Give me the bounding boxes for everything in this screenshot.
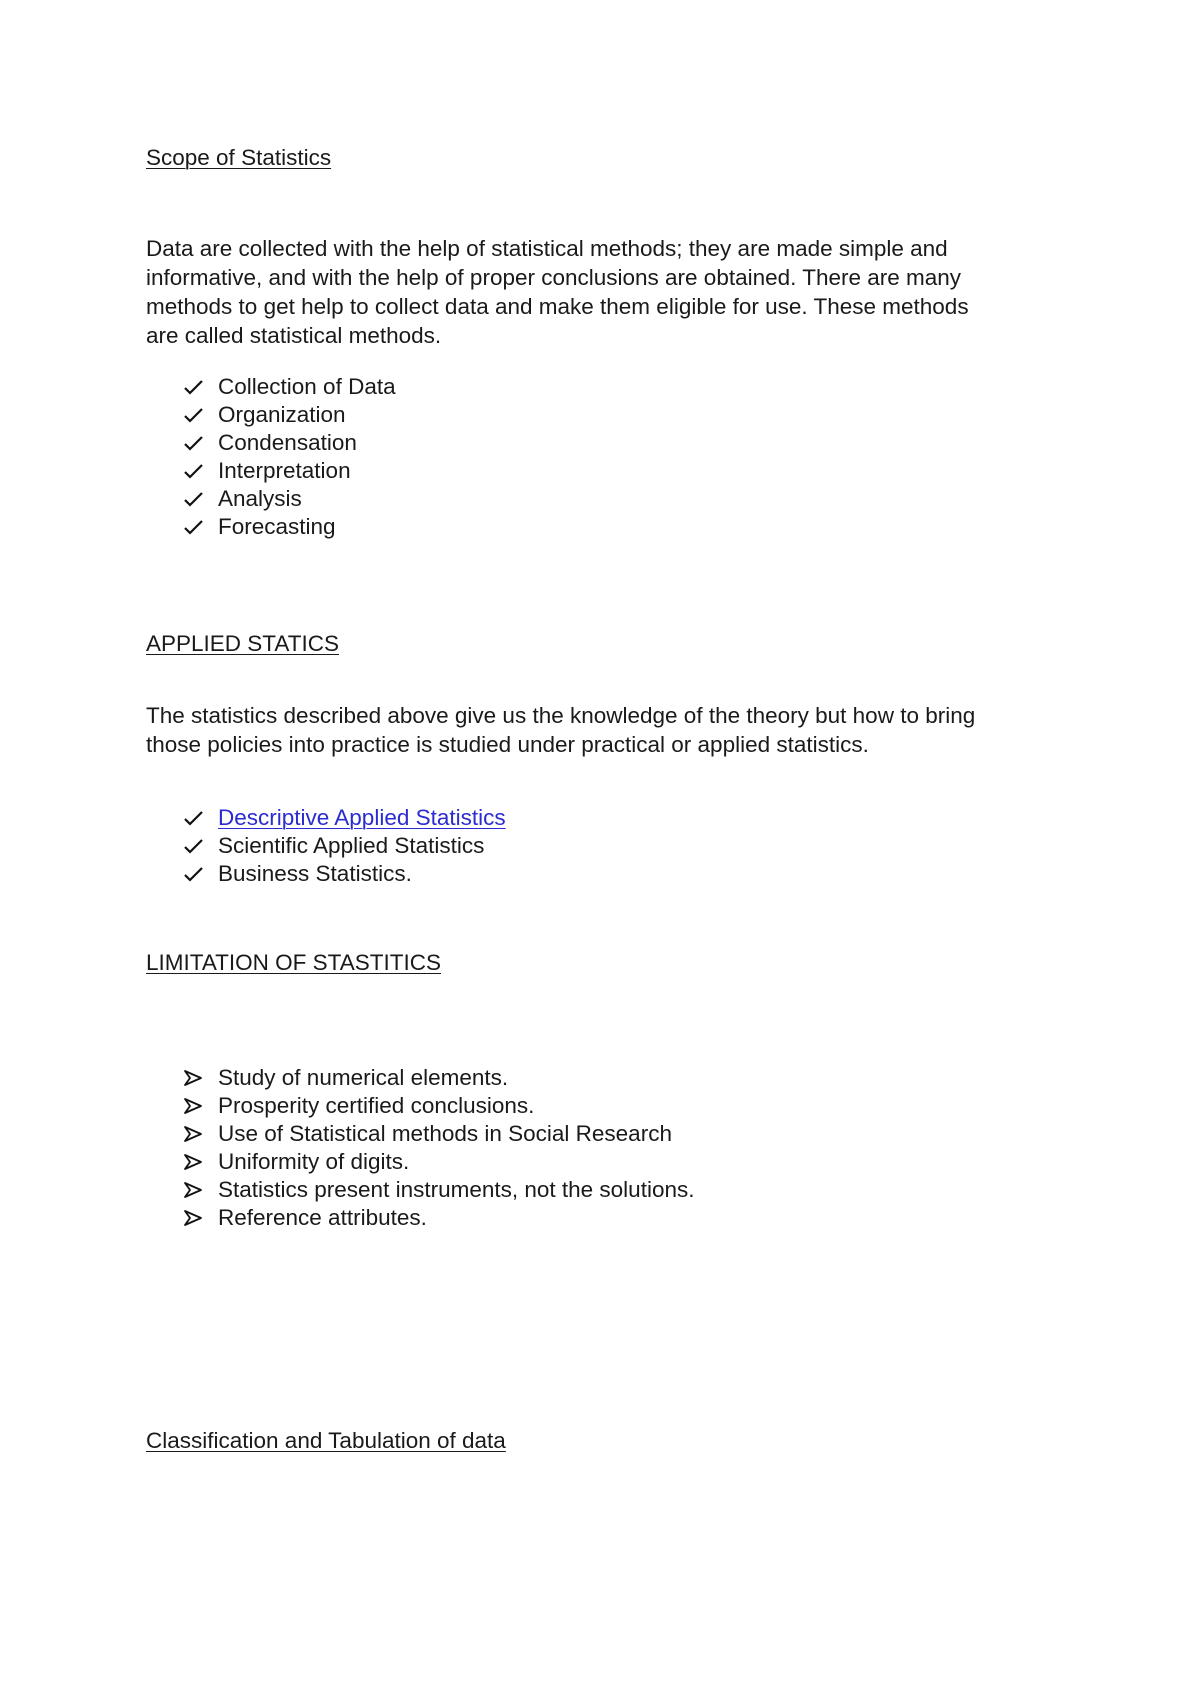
arrowhead-icon (183, 1176, 205, 1204)
section-title-limitation-of-stastitics: LIMITATION OF STASTITICS (146, 950, 442, 975)
paragraph-line: The statistics described above give us the knowledge of the theory but how to bring (146, 703, 976, 728)
paragraph-line: methods to get help to collect data and make them eligible for use. These methods (146, 294, 969, 319)
list-item-label: Organization (218, 402, 346, 427)
applied-paragraph (146, 701, 975, 759)
list-item-label: Study of numerical elements. (218, 1065, 509, 1090)
arrowhead-icon (183, 1204, 205, 1232)
checkmark-icon (183, 832, 205, 860)
paragraph-line: those policies into practice is studied under practical or applied statistics. (146, 732, 869, 757)
section-title-classification-and-tabulation: Classification and Tabulation of data (146, 1428, 506, 1453)
paragraph-line: informative, and with the help of proper conclusions are obtained. There are many (146, 265, 962, 290)
arrowhead-icon (183, 1120, 205, 1148)
section-title-applied-statics: APPLIED STATICS (146, 631, 339, 656)
list-item-label: Uniformity of digits. (218, 1149, 410, 1174)
descriptive-applied-statistics-link[interactable]: Descriptive Applied Statistics (218, 805, 506, 830)
paragraph-line: Data are collected with the help of statistical methods; they are made simple and (146, 236, 948, 261)
list-item-label: Business Statistics. (218, 861, 412, 886)
checkmark-icon (183, 485, 205, 513)
list-item-label: Statistics present instruments, not the solutions. (218, 1177, 695, 1202)
arrowhead-icon (183, 1092, 205, 1120)
checkmark-icon (183, 457, 205, 485)
paragraph-line: are called statistical methods. (146, 323, 442, 348)
list-item-label: Analysis (218, 486, 302, 511)
checkmark-icon (183, 373, 205, 401)
checkmark-icon (183, 513, 205, 541)
section-title-scope-of-statistics: Scope of Statistics (146, 145, 332, 170)
checkmark-icon (183, 804, 205, 832)
list-item-label: Use of Statistical methods in Social Research (218, 1121, 672, 1146)
arrowhead-icon (183, 1148, 205, 1176)
checkmark-icon (183, 401, 205, 429)
checkmark-icon (183, 860, 205, 888)
list-item-label: Scientific Applied Statistics (218, 833, 485, 858)
list-item-label: Condensation (218, 430, 357, 455)
list-item-label: Forecasting (218, 514, 336, 539)
list-item-label: Collection of Data (218, 374, 396, 399)
scope-paragraph (146, 234, 969, 350)
list-item-label: Interpretation (218, 458, 351, 483)
checkmark-icon (183, 429, 205, 457)
list-item-label: Prosperity certified conclusions. (218, 1093, 535, 1118)
arrowhead-icon (183, 1064, 205, 1092)
list-item-label: Reference attributes. (218, 1205, 427, 1230)
